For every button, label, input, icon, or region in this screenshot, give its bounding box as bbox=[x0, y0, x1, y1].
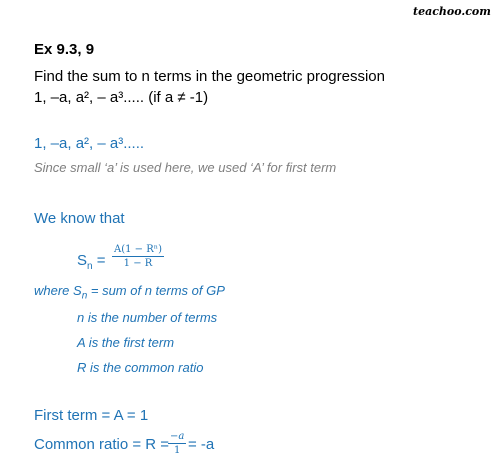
sum-formula-denominator: 1 − R bbox=[123, 258, 153, 269]
sum-subscript: n bbox=[87, 261, 93, 272]
sum-symbol: S bbox=[77, 252, 88, 269]
common-ratio-label: Common ratio = R = bbox=[34, 436, 170, 453]
question-line-1: Find the sum to n terms in the geometric progression bbox=[34, 68, 385, 85]
common-ratio-fraction bbox=[168, 431, 186, 456]
common-ratio-value: = -a bbox=[188, 436, 215, 453]
exercise-title: Ex 9.3, 9 bbox=[34, 41, 95, 58]
equals-sign: = bbox=[96, 252, 106, 269]
sequence-text: 1, –a, a², – a³..... bbox=[34, 135, 145, 152]
question-text bbox=[34, 66, 385, 108]
question-line-2: 1, –a, a², – a³..... (if a ≠ -1) bbox=[34, 89, 209, 106]
sum-formula-numerator: A(1 − Rⁿ) bbox=[114, 244, 162, 255]
definition-sn-post: = sum of n terms of GP bbox=[87, 283, 225, 298]
common-ratio-numerator: −a bbox=[170, 431, 185, 442]
first-term-line: First term = A = 1 bbox=[34, 407, 149, 424]
definition-n: n is the number of terms bbox=[77, 310, 218, 325]
definition-sn-sub: n bbox=[81, 290, 88, 302]
definition-sn-pre: where S bbox=[34, 283, 82, 298]
sum-formula-fraction bbox=[112, 244, 164, 269]
common-ratio-denominator: 1 bbox=[173, 445, 181, 456]
note-text: Since small ‘a’ is used here, we used ‘A’ for first term bbox=[34, 160, 337, 175]
we-know-heading: We know that bbox=[34, 210, 125, 227]
teachoo-watermark: teachoo.com bbox=[413, 5, 491, 18]
sum-formula-lhs bbox=[77, 252, 106, 272]
definition-r: R is the common ratio bbox=[77, 360, 204, 375]
definition-a: A is the first term bbox=[77, 335, 175, 350]
definition-sn bbox=[34, 283, 225, 302]
